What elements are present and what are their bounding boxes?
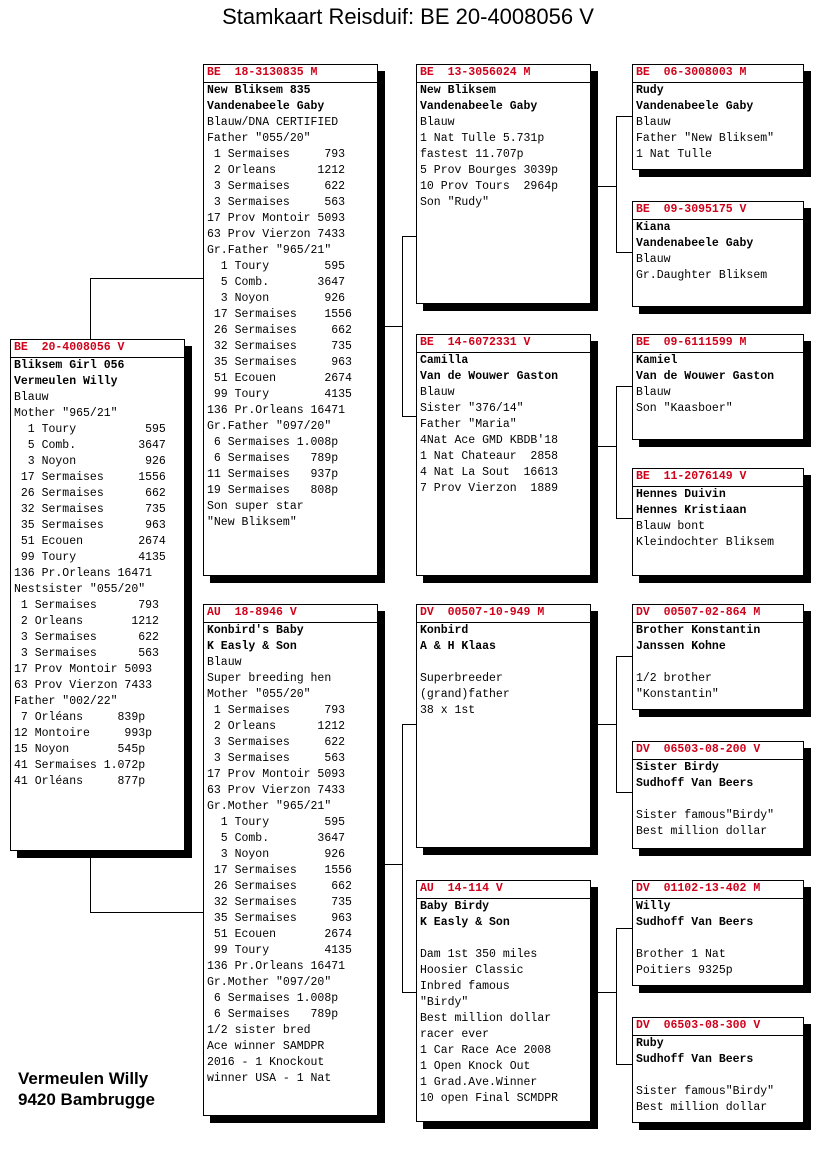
breeder-name: Vandenabeele Gaby xyxy=(636,100,754,113)
connector-line xyxy=(402,724,417,725)
card-line xyxy=(633,931,803,947)
pigeon-name: Bliksem Girl 056 xyxy=(14,359,125,372)
pedigree-card-fff xyxy=(632,64,804,170)
connector-line xyxy=(616,252,632,253)
card-line: Sister "376/14" xyxy=(420,402,524,415)
card-line: 4 Nat La Sout 16613 xyxy=(420,466,559,479)
pigeon-name: New Bliksem 835 xyxy=(207,84,311,97)
card-line: Nestsister "055/20" xyxy=(14,583,146,596)
pedigree-card-fmf xyxy=(632,334,804,440)
card-line: 1 Sermaises 793 xyxy=(14,599,159,612)
ring-number: AU 18-8946 V xyxy=(204,605,377,623)
card-line: 17 Sermaises 1556 xyxy=(207,864,352,877)
card-line: Kleindochter Bliksem xyxy=(636,536,775,549)
card-line: 41 Sermaises 1.072p xyxy=(14,759,146,772)
pigeon-name: Konbird xyxy=(420,624,469,637)
breeder-name: Vandenabeele Gaby xyxy=(207,100,325,113)
card-line: 15 Noyon 545p xyxy=(14,743,146,756)
card-line: Best million dollar xyxy=(636,825,768,838)
ring-number: DV 00507-10-949 M xyxy=(417,605,590,623)
card-line: 99 Toury 4135 xyxy=(14,551,166,564)
card-line: Superbreeder xyxy=(420,672,503,685)
connector-line xyxy=(616,1064,632,1065)
pedigree-card-mother xyxy=(203,604,378,1116)
card-line: 136 Pr.Orleans 16471 xyxy=(14,567,153,580)
ring-number: AU 14-114 V xyxy=(417,881,590,899)
connector-line xyxy=(616,386,617,518)
card-line: 6 Sermaises 1.008p xyxy=(207,992,339,1005)
pigeon-name: Camilla xyxy=(420,354,469,367)
connector-line xyxy=(616,656,632,657)
card-line: Poitiers 9325p xyxy=(636,964,733,977)
card-line: Super breeding hen xyxy=(207,672,332,685)
pigeon-name: Willy xyxy=(636,900,671,913)
pedigree-card-mfm xyxy=(632,741,804,849)
card-line: 99 Toury 4135 xyxy=(207,944,352,957)
card-line: Father "Maria" xyxy=(420,418,517,431)
breeder-name: Vandenabeele Gaby xyxy=(636,237,754,250)
card-line: Blauw xyxy=(420,386,455,399)
owner-name: Vermeulen Willy xyxy=(18,1069,149,1088)
card-line: Hoosier Classic xyxy=(420,964,524,977)
connector-line xyxy=(90,278,91,340)
page-title: Stamkaart Reisduif: BE 20-4008056 V xyxy=(222,4,594,29)
card-line: Son "Kaasboer" xyxy=(636,402,733,415)
card-line: 26 Sermaises 662 xyxy=(207,880,352,893)
card-line: 26 Sermaises 662 xyxy=(207,324,352,337)
ring-number: BE 18-3130835 M xyxy=(204,65,377,83)
breeder-name: K Easly & Son xyxy=(420,916,510,929)
card-line: 26 Sermaises 662 xyxy=(14,487,166,500)
connector-line xyxy=(402,236,417,237)
card-line: Father "002/22" xyxy=(14,695,118,708)
card-line: 32 Sermaises 735 xyxy=(207,340,352,353)
card-line: 17 Sermaises 1556 xyxy=(207,308,352,321)
card-line: Dam 1st 350 miles xyxy=(420,948,538,961)
connector-line xyxy=(616,518,632,519)
card-line: "New Bliksem" xyxy=(207,516,297,529)
card-line: 63 Prov Vierzon 7433 xyxy=(207,784,346,797)
card-line: Gr.Daughter Bliksem xyxy=(636,269,768,282)
card-line: 136 Pr.Orleans 16471 xyxy=(207,404,346,417)
pedigree-card-mf xyxy=(416,604,591,848)
breeder-name: Vermeulen Willy xyxy=(14,375,118,388)
pedigree-card-fmm xyxy=(632,468,804,576)
connector-line xyxy=(596,446,616,447)
card-line: 35 Sermaises 963 xyxy=(207,356,352,369)
pigeon-name: Konbird's Baby xyxy=(207,624,304,637)
card-line: 5 Comb. 3647 xyxy=(207,832,346,845)
ring-number: BE 20-4008056 V xyxy=(11,340,184,358)
pigeon-name: Ruby xyxy=(636,1037,664,1050)
pedigree-card-ff xyxy=(416,64,591,304)
breeder-name: Van de Wouwer Gaston xyxy=(636,370,775,383)
ring-number: BE 06-3008003 M xyxy=(633,65,803,83)
ring-number: DV 01102-13-402 M xyxy=(633,881,803,899)
card-line: Blauw xyxy=(14,391,49,404)
pigeon-name: Hennes Duivin xyxy=(636,488,726,501)
card-line: 5 Comb. 3647 xyxy=(14,439,166,452)
connector-line xyxy=(90,850,91,912)
card-line: 2 Orleans 1212 xyxy=(207,164,346,177)
connector-line xyxy=(382,326,402,327)
card-line: Mother "055/20" xyxy=(207,688,311,701)
card-line: 3 Sermaises 563 xyxy=(207,196,346,209)
card-line: 1 Sermaises 793 xyxy=(207,148,346,161)
card-line: Blauw xyxy=(207,656,242,669)
card-line: (grand)father xyxy=(420,688,510,701)
ring-number: BE 11-2076149 V xyxy=(633,469,803,487)
card-line: 7 Prov Vierzon 1889 xyxy=(420,482,559,495)
card-line xyxy=(417,655,590,671)
card-line: 17 Prov Montoir 5093 xyxy=(14,663,153,676)
breeder-name: Hennes Kristiaan xyxy=(636,504,747,517)
card-line: Best million dollar xyxy=(420,1012,552,1025)
card-line: Father "055/20" xyxy=(207,132,311,145)
connector-line xyxy=(402,992,417,993)
card-line: 1/2 brother xyxy=(636,672,712,685)
connector-line xyxy=(402,236,403,416)
card-line: 2 Orleans 1212 xyxy=(14,615,159,628)
card-line: 1 Open Knock Out xyxy=(420,1060,531,1073)
card-line: 4Nat Ace GMD KBDB'18 xyxy=(420,434,559,447)
card-line: racer ever xyxy=(420,1028,490,1041)
breeder-name: A & H Klaas xyxy=(420,640,496,653)
card-line: 19 Sermaises 808p xyxy=(207,484,339,497)
card-line: Mother "965/21" xyxy=(14,407,118,420)
ring-number: BE 09-3095175 V xyxy=(633,202,803,220)
card-line: Son "Rudy" xyxy=(420,196,490,209)
card-line: 1 Nat Chateaur 2858 xyxy=(420,450,559,463)
card-line: 5 Prov Bourges 3039p xyxy=(420,164,559,177)
card-line: 3 Sermaises 622 xyxy=(207,736,346,749)
ring-number: DV 06503-08-300 V xyxy=(633,1018,803,1036)
connector-line xyxy=(616,792,632,793)
card-line: Father "New Bliksem" xyxy=(636,132,775,145)
ring-number: DV 06503-08-200 V xyxy=(633,742,803,760)
card-line: 17 Prov Montoir 5093 xyxy=(207,212,346,225)
card-line: 32 Sermaises 735 xyxy=(207,896,352,909)
card-line: Inbred famous xyxy=(420,980,510,993)
card-line: 10 Prov Tours 2964p xyxy=(420,180,559,193)
pedigree-card-fm xyxy=(416,334,591,576)
connector-line xyxy=(90,278,204,279)
card-line xyxy=(417,931,590,947)
card-line: 35 Sermaises 963 xyxy=(207,912,352,925)
connector-line xyxy=(616,656,617,792)
pigeon-name: Baby Birdy xyxy=(420,900,490,913)
card-line: 51 Ecouen 2674 xyxy=(207,372,352,385)
owner-block xyxy=(18,1068,155,1110)
card-line: 3 Sermaises 563 xyxy=(14,647,159,660)
ring-number: BE 14-6072331 V xyxy=(417,335,590,353)
pigeon-name: Sister Birdy xyxy=(636,761,719,774)
card-line: Sister famous"Birdy" xyxy=(636,1085,775,1098)
card-line: 3 Noyon 926 xyxy=(14,455,166,468)
card-line: 3 Sermaises 622 xyxy=(14,631,159,644)
breeder-name: Sudhoff Van Beers xyxy=(636,916,754,929)
card-line: Sister famous"Birdy" xyxy=(636,809,775,822)
card-line: "Birdy" xyxy=(420,996,469,1009)
breeder-name: Sudhoff Van Beers xyxy=(636,777,754,790)
pedigree-card-mff xyxy=(632,604,804,710)
pedigree-card-father xyxy=(203,64,378,576)
connector-line xyxy=(616,928,617,1064)
connector-line xyxy=(616,386,632,387)
card-line: 3 Sermaises 563 xyxy=(207,752,346,765)
card-line: 1 Nat Tulle xyxy=(636,148,712,161)
connector-line xyxy=(90,912,204,913)
connector-line xyxy=(382,864,402,865)
connector-line xyxy=(596,186,616,187)
ring-number: BE 13-3056024 M xyxy=(417,65,590,83)
card-line: Son super star xyxy=(207,500,304,513)
card-line: Best million dollar xyxy=(636,1101,768,1114)
card-line xyxy=(633,1068,803,1084)
breeder-name: Janssen Kohne xyxy=(636,640,726,653)
card-line: 63 Prov Vierzon 7433 xyxy=(14,679,153,692)
card-line: Blauw xyxy=(636,386,671,399)
card-line xyxy=(633,655,803,671)
connector-line xyxy=(402,416,417,417)
card-line xyxy=(633,792,803,808)
pigeon-name: Kamiel xyxy=(636,354,678,367)
card-line: 35 Sermaises 963 xyxy=(14,519,166,532)
card-line: 51 Ecouen 2674 xyxy=(207,928,352,941)
card-line: Brother 1 Nat xyxy=(636,948,726,961)
pedigree-card-mm xyxy=(416,880,591,1122)
pigeon-name: Kiana xyxy=(636,221,671,234)
card-line: Ace winner SAMDPR xyxy=(207,1040,325,1053)
card-line: 3 Noyon 926 xyxy=(207,292,346,305)
card-line: 7 Orléans 839p xyxy=(14,711,146,724)
ring-number: DV 00507-02-864 M xyxy=(633,605,803,623)
card-line: Gr.Mother "097/20" xyxy=(207,976,332,989)
card-line: 41 Orléans 877p xyxy=(14,775,146,788)
breeder-name: Van de Wouwer Gaston xyxy=(420,370,559,383)
connector-line xyxy=(596,992,616,993)
card-line: Gr.Father "097/20" xyxy=(207,420,332,433)
card-line: 6 Sermaises 789p xyxy=(207,1008,339,1021)
ring-number: BE 09-6111599 M xyxy=(633,335,803,353)
card-line: Blauw/DNA CERTIFIED xyxy=(207,116,339,129)
card-line: 17 Sermaises 1556 xyxy=(14,471,166,484)
card-line: 1 Sermaises 793 xyxy=(207,704,346,717)
pigeon-name: New Bliksem xyxy=(420,84,496,97)
card-line: Gr.Mother "965/21" xyxy=(207,800,332,813)
card-line: 6 Sermaises 1.008p xyxy=(207,436,339,449)
owner-address: 9420 Bambrugge xyxy=(18,1090,155,1109)
card-line: 3 Sermaises 622 xyxy=(207,180,346,193)
card-line: 32 Sermaises 735 xyxy=(14,503,166,516)
connector-line xyxy=(596,724,616,725)
connector-line xyxy=(616,116,632,117)
card-line: fastest 11.707p xyxy=(420,148,524,161)
card-line: 1/2 sister bred xyxy=(207,1024,311,1037)
connector-line xyxy=(616,928,632,929)
pedigree-card-subject xyxy=(10,339,185,851)
card-line: Blauw bont xyxy=(636,520,706,533)
card-line: 12 Montoire 993p xyxy=(14,727,153,740)
card-line: 1 Toury 595 xyxy=(14,423,166,436)
pedigree-card-mmm xyxy=(632,1017,804,1123)
breeder-name: K Easly & Son xyxy=(207,640,297,653)
card-line: 5 Comb. 3647 xyxy=(207,276,346,289)
card-line: Blauw xyxy=(636,116,671,129)
card-line: 1 Car Race Ace 2008 xyxy=(420,1044,552,1057)
card-line: winner USA - 1 Nat xyxy=(207,1072,332,1085)
card-line: 63 Prov Vierzon 7433 xyxy=(207,228,346,241)
pigeon-name: Brother Konstantin xyxy=(636,624,761,637)
card-line: 2 Orleans 1212 xyxy=(207,720,346,733)
card-line: 10 open Final SCMDPR xyxy=(420,1092,559,1105)
card-line: 17 Prov Montoir 5093 xyxy=(207,768,346,781)
card-line: "Konstantin" xyxy=(636,688,719,701)
pedigree-card-ffm xyxy=(632,201,804,307)
card-line: 6 Sermaises 789p xyxy=(207,452,339,465)
card-line: 136 Pr.Orleans 16471 xyxy=(207,960,346,973)
pedigree-card-mmf xyxy=(632,880,804,986)
card-line: 2016 - 1 Knockout xyxy=(207,1056,325,1069)
breeder-name: Sudhoff Van Beers xyxy=(636,1053,754,1066)
connector-line xyxy=(402,724,403,992)
breeder-name: Vandenabeele Gaby xyxy=(420,100,538,113)
connector-line xyxy=(616,116,617,252)
card-line: 11 Sermaises 937p xyxy=(207,468,339,481)
card-line: 1 Toury 595 xyxy=(207,260,346,273)
card-line: 1 Toury 595 xyxy=(207,816,346,829)
card-line: 3 Noyon 926 xyxy=(207,848,346,861)
card-line: 51 Ecouen 2674 xyxy=(14,535,166,548)
card-line: Blauw xyxy=(420,116,455,129)
card-line: 99 Toury 4135 xyxy=(207,388,352,401)
card-line: 38 x 1st xyxy=(420,704,476,717)
card-line: 1 Nat Tulle 5.731p xyxy=(420,132,545,145)
card-line: Gr.Father "965/21" xyxy=(207,244,332,257)
card-line: Blauw xyxy=(636,253,671,266)
pigeon-name: Rudy xyxy=(636,84,664,97)
card-line: 1 Grad.Ave.Winner xyxy=(420,1076,538,1089)
